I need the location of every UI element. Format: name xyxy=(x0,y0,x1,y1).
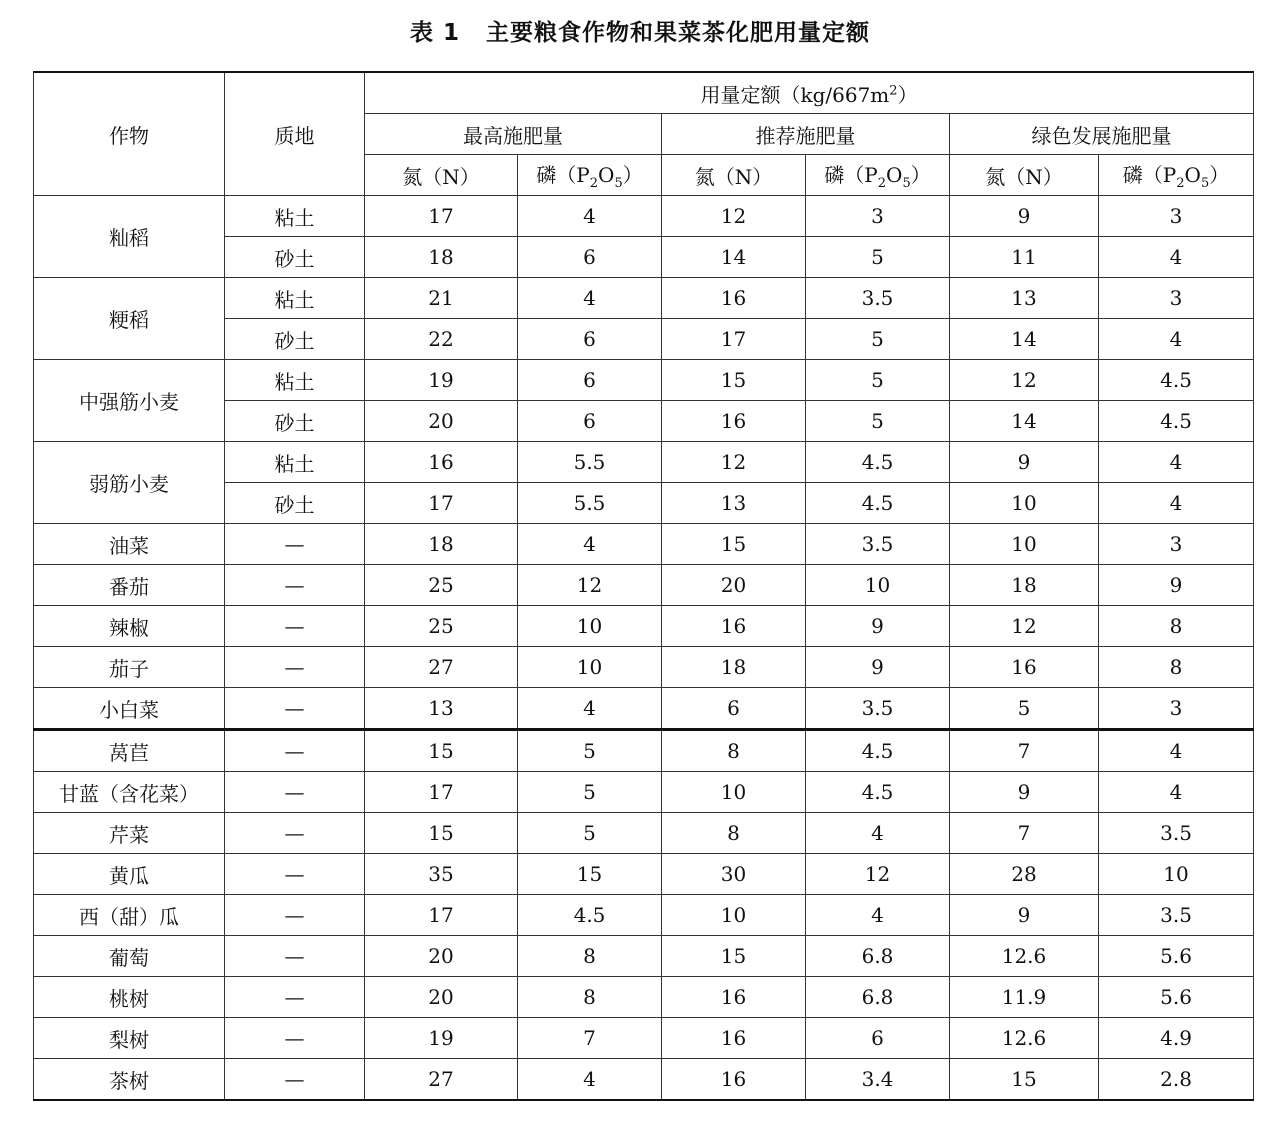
header-unit-suffix: ） xyxy=(897,82,918,107)
value-cell: 14 xyxy=(950,319,1099,360)
table-row xyxy=(34,1059,1254,1101)
value-cell: 4 xyxy=(1099,772,1254,813)
value-cell: 35 xyxy=(365,854,518,895)
crop-cell: 辣椒 xyxy=(34,606,225,647)
value-cell: 9 xyxy=(950,196,1099,237)
value-cell: 19 xyxy=(365,360,518,401)
value-cell: 12 xyxy=(518,565,662,606)
soil-cell: — xyxy=(225,524,365,565)
value-cell: 4 xyxy=(806,895,950,936)
table-number: 表 1 xyxy=(409,20,460,46)
table-row xyxy=(34,196,1254,237)
table-row xyxy=(34,730,1254,772)
subheader-p-green xyxy=(1099,155,1254,196)
crop-cell: 中强筋小麦 xyxy=(34,360,225,442)
value-cell: 9 xyxy=(950,772,1099,813)
soil-cell: — xyxy=(225,606,365,647)
value-cell: 3 xyxy=(1099,688,1254,730)
value-cell: 3.5 xyxy=(806,524,950,565)
value-cell: 16 xyxy=(662,1059,806,1101)
soil-cell: 粘土 xyxy=(225,196,365,237)
crop-cell: 油菜 xyxy=(34,524,225,565)
value-cell: 6 xyxy=(518,401,662,442)
subheader-n-max: 氮（N） xyxy=(365,155,518,196)
value-cell: 6 xyxy=(662,688,806,730)
table-row xyxy=(34,688,1254,730)
value-cell: 16 xyxy=(662,1018,806,1059)
value-cell: 4 xyxy=(1099,483,1254,524)
soil-cell: — xyxy=(225,688,365,730)
value-cell: 4 xyxy=(518,196,662,237)
value-cell: 8 xyxy=(1099,647,1254,688)
subheader-p-part: 2 xyxy=(589,176,599,191)
value-cell: 18 xyxy=(950,565,1099,606)
crop-cell: 甘蓝（含花菜） xyxy=(34,772,225,813)
subheader-p-max xyxy=(518,155,662,196)
crop-cell: 粳稻 xyxy=(34,278,225,360)
value-cell: 13 xyxy=(365,688,518,730)
soil-cell: 砂土 xyxy=(225,319,365,360)
value-cell: 4.5 xyxy=(806,442,950,483)
crop-cell: 西（甜）瓜 xyxy=(34,895,225,936)
value-cell: 18 xyxy=(662,647,806,688)
value-cell: 4 xyxy=(518,278,662,319)
value-cell: 12 xyxy=(950,360,1099,401)
header-crop: 作物 xyxy=(34,72,225,196)
value-cell: 5 xyxy=(806,319,950,360)
value-cell: 4.5 xyxy=(1099,360,1254,401)
table-row xyxy=(34,1018,1254,1059)
value-cell: 9 xyxy=(806,647,950,688)
subheader-p-part: 磷（P xyxy=(824,163,878,187)
value-cell: 17 xyxy=(365,196,518,237)
value-cell: 9 xyxy=(950,442,1099,483)
subheader-p-part: 5 xyxy=(902,176,911,191)
value-cell: 20 xyxy=(365,977,518,1018)
value-cell: 15 xyxy=(662,360,806,401)
value-cell: 28 xyxy=(950,854,1099,895)
soil-cell: 砂土 xyxy=(225,401,365,442)
value-cell: 4 xyxy=(518,524,662,565)
subheader-p-part: 2 xyxy=(877,176,887,191)
table-row xyxy=(34,565,1254,606)
value-cell: 8 xyxy=(518,977,662,1018)
value-cell: 8 xyxy=(662,730,806,772)
value-cell: 11.9 xyxy=(950,977,1099,1018)
value-cell: 4 xyxy=(518,688,662,730)
value-cell: 15 xyxy=(518,854,662,895)
table-row xyxy=(34,278,1254,319)
crop-cell: 桃树 xyxy=(34,977,225,1018)
value-cell: 5.5 xyxy=(518,483,662,524)
value-cell: 4.9 xyxy=(1099,1018,1254,1059)
value-cell: 12 xyxy=(806,854,950,895)
crop-cell: 籼稻 xyxy=(34,196,225,278)
value-cell: 16 xyxy=(662,401,806,442)
table-title-text: 主要粮食作物和果菜茶化肥用量定额 xyxy=(486,20,870,46)
header-unit xyxy=(365,72,1254,114)
table-row xyxy=(34,442,1254,483)
value-cell: 9 xyxy=(950,895,1099,936)
value-cell: 3.5 xyxy=(806,278,950,319)
value-cell: 18 xyxy=(365,237,518,278)
subheader-p-part: ） xyxy=(1209,163,1230,187)
subheader-p-part: O xyxy=(598,163,615,187)
crop-cell: 弱筋小麦 xyxy=(34,442,225,524)
value-cell: 8 xyxy=(1099,606,1254,647)
value-cell: 21 xyxy=(365,278,518,319)
value-cell: 15 xyxy=(365,813,518,854)
value-cell: 17 xyxy=(365,772,518,813)
value-cell: 3.5 xyxy=(1099,895,1254,936)
value-cell: 3 xyxy=(1099,524,1254,565)
table-row xyxy=(34,895,1254,936)
value-cell: 5 xyxy=(518,772,662,813)
soil-cell: — xyxy=(225,895,365,936)
value-cell: 12 xyxy=(950,606,1099,647)
crop-cell: 番茄 xyxy=(34,565,225,606)
soil-cell: — xyxy=(225,813,365,854)
subheader-p-part: 5 xyxy=(614,176,623,191)
table-row xyxy=(34,813,1254,854)
value-cell: 27 xyxy=(365,1059,518,1101)
subheader-p-part: 磷（P xyxy=(536,163,590,187)
crop-cell: 小白菜 xyxy=(34,688,225,730)
soil-cell: — xyxy=(225,936,365,977)
value-cell: 6 xyxy=(518,360,662,401)
value-cell: 7 xyxy=(518,1018,662,1059)
table-body xyxy=(34,196,1254,1101)
header-unit-prefix: 用量定额（kg/667m xyxy=(700,82,890,107)
value-cell: 17 xyxy=(365,895,518,936)
value-cell: 5 xyxy=(806,237,950,278)
value-cell: 8 xyxy=(662,813,806,854)
soil-cell: 粘土 xyxy=(225,442,365,483)
value-cell: 3 xyxy=(1099,278,1254,319)
value-cell: 5 xyxy=(518,730,662,772)
value-cell: 5.5 xyxy=(518,442,662,483)
value-cell: 13 xyxy=(662,483,806,524)
subheader-n-green: 氮（N） xyxy=(950,155,1099,196)
value-cell: 5 xyxy=(518,813,662,854)
value-cell: 9 xyxy=(806,606,950,647)
value-cell: 3 xyxy=(1099,196,1254,237)
value-cell: 2.8 xyxy=(1099,1059,1254,1101)
header-group-green: 绿色发展施肥量 xyxy=(950,114,1254,155)
value-cell: 4.5 xyxy=(1099,401,1254,442)
value-cell: 12 xyxy=(662,196,806,237)
value-cell: 20 xyxy=(365,401,518,442)
value-cell: 6 xyxy=(518,319,662,360)
value-cell: 19 xyxy=(365,1018,518,1059)
value-cell: 3.5 xyxy=(806,688,950,730)
value-cell: 25 xyxy=(365,565,518,606)
value-cell: 5 xyxy=(806,360,950,401)
crop-cell: 茶树 xyxy=(34,1059,225,1101)
value-cell: 4.5 xyxy=(518,895,662,936)
value-cell: 14 xyxy=(950,401,1099,442)
value-cell: 15 xyxy=(662,524,806,565)
crop-cell: 茄子 xyxy=(34,647,225,688)
value-cell: 5.6 xyxy=(1099,977,1254,1018)
header-group-recommended: 推荐施肥量 xyxy=(662,114,950,155)
value-cell: 9 xyxy=(1099,565,1254,606)
value-cell: 25 xyxy=(365,606,518,647)
value-cell: 10 xyxy=(950,524,1099,565)
value-cell: 15 xyxy=(365,730,518,772)
soil-cell: — xyxy=(225,1059,365,1101)
table-row xyxy=(34,936,1254,977)
value-cell: 6.8 xyxy=(806,936,950,977)
value-cell: 20 xyxy=(662,565,806,606)
table-row xyxy=(34,772,1254,813)
table-row xyxy=(34,647,1254,688)
value-cell: 16 xyxy=(662,278,806,319)
value-cell: 4 xyxy=(1099,237,1254,278)
subheader-p-part: 磷（P xyxy=(1122,163,1177,187)
value-cell: 20 xyxy=(365,936,518,977)
value-cell: 3.4 xyxy=(806,1059,950,1101)
value-cell: 11 xyxy=(950,237,1099,278)
value-cell: 3 xyxy=(806,196,950,237)
value-cell: 15 xyxy=(950,1059,1099,1101)
soil-cell: — xyxy=(225,977,365,1018)
value-cell: 4.5 xyxy=(806,730,950,772)
value-cell: 6.8 xyxy=(806,977,950,1018)
value-cell: 17 xyxy=(365,483,518,524)
value-cell: 12.6 xyxy=(950,1018,1099,1059)
table-row xyxy=(34,360,1254,401)
subheader-p-part: ） xyxy=(622,163,643,187)
value-cell: 12 xyxy=(662,442,806,483)
fertilizer-quota-table xyxy=(33,71,1254,1101)
soil-cell: — xyxy=(225,772,365,813)
value-cell: 4.5 xyxy=(806,483,950,524)
soil-cell: 砂土 xyxy=(225,237,365,278)
value-cell: 10 xyxy=(1099,854,1254,895)
value-cell: 4 xyxy=(518,1059,662,1101)
header-unit-sup: 2 xyxy=(889,82,898,98)
value-cell: 16 xyxy=(365,442,518,483)
crop-cell: 芹菜 xyxy=(34,813,225,854)
soil-cell: 砂土 xyxy=(225,483,365,524)
subheader-p-recommended xyxy=(806,155,950,196)
subheader-p-part: 5 xyxy=(1200,176,1210,191)
value-cell: 16 xyxy=(950,647,1099,688)
value-cell: 22 xyxy=(365,319,518,360)
value-cell: 3.5 xyxy=(1099,813,1254,854)
value-cell: 27 xyxy=(365,647,518,688)
crop-cell: 莴苣 xyxy=(34,730,225,772)
value-cell: 7 xyxy=(950,813,1099,854)
value-cell: 18 xyxy=(365,524,518,565)
soil-cell: — xyxy=(225,647,365,688)
soil-cell: — xyxy=(225,1018,365,1059)
value-cell: 7 xyxy=(950,730,1099,772)
value-cell: 4 xyxy=(1099,319,1254,360)
subheader-p-part: O xyxy=(886,163,903,187)
value-cell: 8 xyxy=(518,936,662,977)
value-cell: 6 xyxy=(806,1018,950,1059)
crop-cell: 黄瓜 xyxy=(34,854,225,895)
crop-cell: 葡萄 xyxy=(34,936,225,977)
header-soil: 质地 xyxy=(225,72,365,196)
soil-cell: — xyxy=(225,854,365,895)
table-row xyxy=(34,606,1254,647)
value-cell: 6 xyxy=(518,237,662,278)
value-cell: 16 xyxy=(662,606,806,647)
table-title xyxy=(0,14,1280,47)
value-cell: 17 xyxy=(662,319,806,360)
value-cell: 4 xyxy=(806,813,950,854)
value-cell: 4 xyxy=(1099,730,1254,772)
subheader-p-part: O xyxy=(1184,163,1201,187)
value-cell: 15 xyxy=(662,936,806,977)
value-cell: 5 xyxy=(950,688,1099,730)
value-cell: 14 xyxy=(662,237,806,278)
value-cell: 30 xyxy=(662,854,806,895)
value-cell: 12.6 xyxy=(950,936,1099,977)
soil-cell: 粘土 xyxy=(225,360,365,401)
value-cell: 4 xyxy=(1099,442,1254,483)
table-row xyxy=(34,524,1254,565)
value-cell: 10 xyxy=(662,772,806,813)
header-group-max: 最高施肥量 xyxy=(365,114,662,155)
value-cell: 10 xyxy=(950,483,1099,524)
value-cell: 16 xyxy=(662,977,806,1018)
value-cell: 10 xyxy=(518,647,662,688)
subheader-p-part: 2 xyxy=(1176,176,1185,191)
subheader-p-part: ） xyxy=(910,163,931,187)
value-cell: 10 xyxy=(662,895,806,936)
soil-cell: — xyxy=(225,565,365,606)
soil-cell: — xyxy=(225,730,365,772)
value-cell: 4.5 xyxy=(806,772,950,813)
crop-cell: 梨树 xyxy=(34,1018,225,1059)
value-cell: 13 xyxy=(950,278,1099,319)
soil-cell: 粘土 xyxy=(225,278,365,319)
value-cell: 5 xyxy=(806,401,950,442)
value-cell: 10 xyxy=(806,565,950,606)
value-cell: 5.6 xyxy=(1099,936,1254,977)
table-row xyxy=(34,854,1254,895)
table-row xyxy=(34,977,1254,1018)
subheader-n-recommended: 氮（N） xyxy=(662,155,806,196)
value-cell: 10 xyxy=(518,606,662,647)
